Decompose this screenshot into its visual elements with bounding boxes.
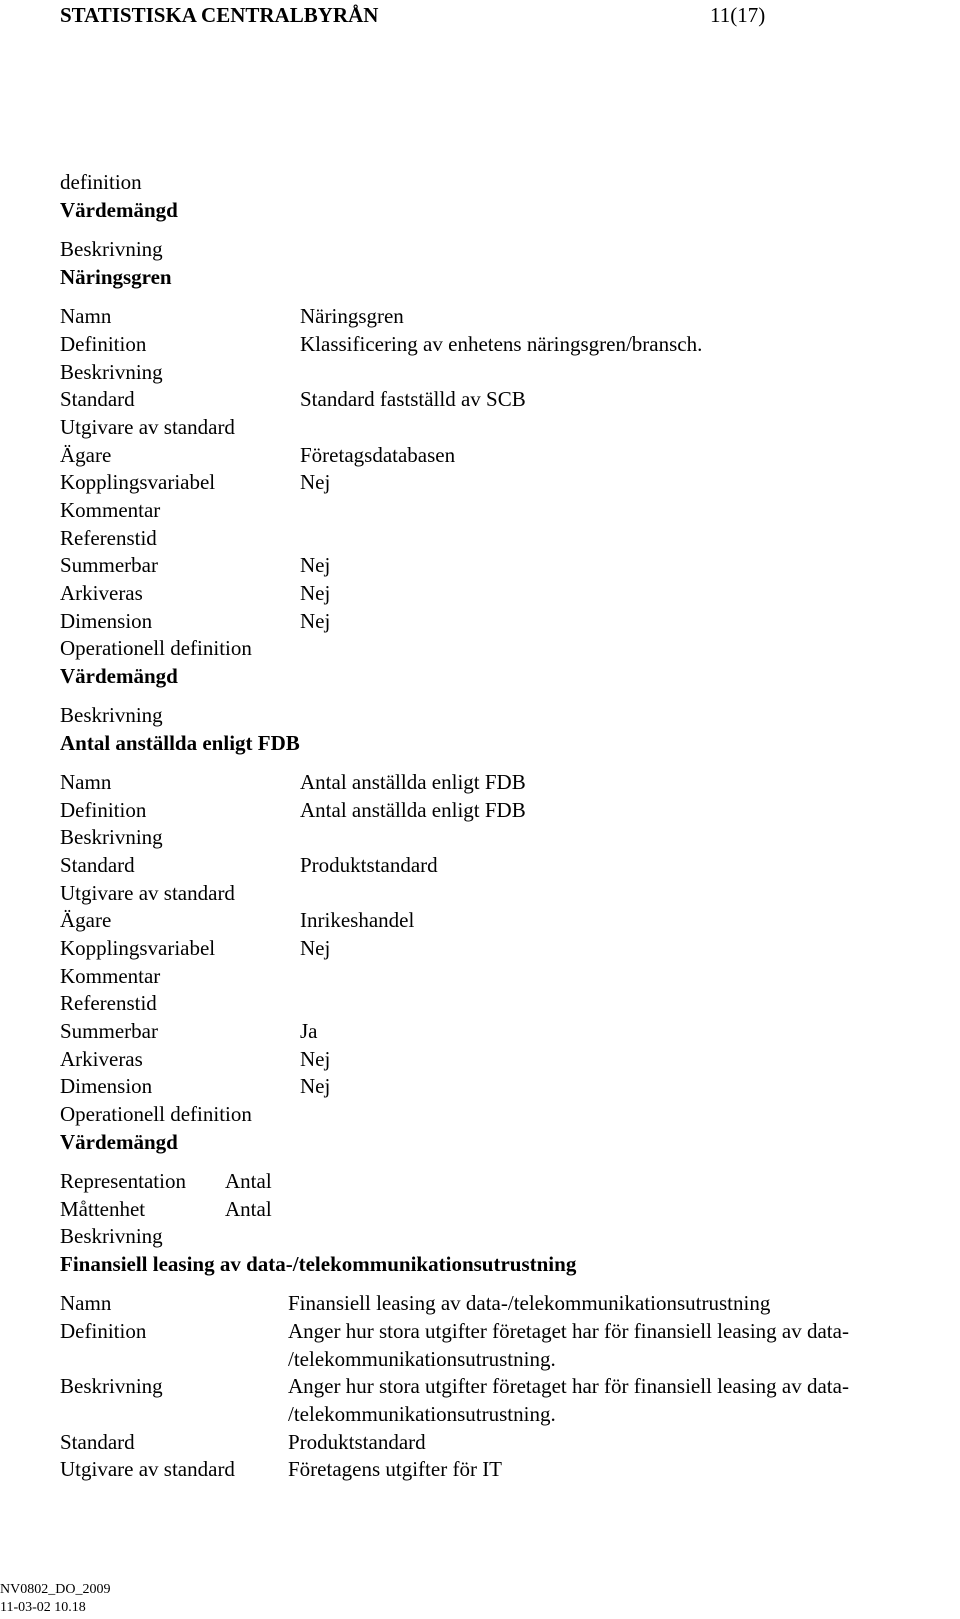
- footer-date: 11-03-02 10.18: [0, 1600, 86, 1615]
- page-number: 11(17): [710, 3, 766, 27]
- label-utgivare: Utgivare av standard: [60, 415, 235, 439]
- label-dimension: Dimension: [60, 1074, 153, 1098]
- value-arkiveras: Nej: [300, 1047, 331, 1071]
- value-definition-line1: Anger hur stora utgifter företaget har för finansiell leasing av data-: [288, 1319, 849, 1343]
- value-utgivare: Företagens utgifter för IT: [288, 1457, 503, 1481]
- label-standard: Standard: [60, 387, 135, 411]
- label-summerbar: Summerbar: [60, 1019, 158, 1043]
- intro-beskrivning: Beskrivning: [60, 237, 163, 261]
- value-namn: Antal anställda enligt FDB: [300, 770, 526, 794]
- label-referenstid: Referenstid: [60, 526, 157, 550]
- label-beskrivning: Beskrivning: [60, 360, 163, 384]
- label-kommentar: Kommentar: [60, 498, 161, 522]
- value-definition-line2: /telekommunikationsutrustning.: [288, 1347, 556, 1371]
- label-utgivare: Utgivare av standard: [60, 1457, 235, 1481]
- label-definition: Definition: [60, 798, 147, 822]
- intro-definition: definition: [60, 170, 142, 194]
- label-agare: Ägare: [60, 443, 112, 467]
- label-beskrivning: Beskrivning: [60, 1374, 163, 1398]
- label-operationell-definition: Operationell definition: [60, 636, 252, 660]
- value-arkiveras: Nej: [300, 581, 331, 605]
- label-namn: Namn: [60, 304, 112, 328]
- label-kopplingsvariabel: Kopplingsvariabel: [60, 470, 216, 494]
- label-namn: Namn: [60, 1291, 112, 1315]
- value-summerbar: Nej: [300, 553, 331, 577]
- label-agare: Ägare: [60, 908, 112, 932]
- value-beskrivning-line2: /telekommunikationsutrustning.: [288, 1402, 556, 1426]
- label-arkiveras: Arkiveras: [60, 1047, 143, 1071]
- value-representation: Antal: [225, 1169, 272, 1193]
- value-kopplingsvariabel: Nej: [300, 936, 331, 960]
- label-arkiveras: Arkiveras: [60, 581, 143, 605]
- section-title-naringsgren: Näringsgren: [60, 265, 172, 289]
- value-definition: Klassificering av enhetens näringsgren/bransch.: [300, 332, 703, 356]
- label-summerbar: Summerbar: [60, 553, 158, 577]
- value-beskrivning-line1: Anger hur stora utgifter företaget har för finansiell leasing av data-: [288, 1374, 849, 1398]
- label-kommentar: Kommentar: [60, 964, 161, 988]
- label-dimension: Dimension: [60, 609, 153, 633]
- label-representation: Representation: [60, 1169, 186, 1193]
- value-mattenhet: Antal: [225, 1197, 272, 1221]
- label-kopplingsvariabel: Kopplingsvariabel: [60, 936, 216, 960]
- label-definition: Definition: [60, 332, 147, 356]
- value-dimension: Nej: [300, 609, 331, 633]
- label-beskrivning: Beskrivning: [60, 825, 163, 849]
- label-referenstid: Referenstid: [60, 991, 157, 1015]
- label-definition: Definition: [60, 1319, 147, 1343]
- label-standard: Standard: [60, 1430, 135, 1454]
- heading-vardemangd: Värdemängd: [60, 664, 178, 688]
- label-operationell-definition: Operationell definition: [60, 1102, 252, 1126]
- value-standard: Standard fastställd av SCB: [300, 387, 526, 411]
- label-beskrivning-vardemangd: Beskrivning: [60, 703, 163, 727]
- document-header-title: STATISTISKA CENTRALBYRÅN: [60, 3, 379, 27]
- value-summerbar: Ja: [300, 1019, 318, 1043]
- value-namn: Näringsgren: [300, 304, 404, 328]
- label-namn: Namn: [60, 770, 112, 794]
- section-title-antal-anstallda: Antal anställda enligt FDB: [60, 731, 300, 755]
- value-kopplingsvariabel: Nej: [300, 470, 331, 494]
- value-standard: Produktstandard: [300, 853, 438, 877]
- value-agare: Inrikeshandel: [300, 908, 415, 932]
- footer-doc-id: NV0802_DO_2009: [0, 1582, 111, 1597]
- value-namn: Finansiell leasing av data-/telekommunikationsutrustning: [288, 1291, 771, 1315]
- label-standard: Standard: [60, 853, 135, 877]
- intro-vardemangd-heading: Värdemängd: [60, 198, 178, 222]
- heading-vardemangd: Värdemängd: [60, 1130, 178, 1154]
- label-mattenhet: Måttenhet: [60, 1197, 146, 1221]
- value-agare: Företagsdatabasen: [300, 443, 456, 467]
- label-beskrivning-vardemangd: Beskrivning: [60, 1224, 163, 1248]
- label-utgivare: Utgivare av standard: [60, 881, 235, 905]
- section-title-finansiell-leasing: Finansiell leasing av data-/telekommunikationsutrustning: [60, 1252, 577, 1276]
- value-standard: Produktstandard: [288, 1430, 426, 1454]
- value-dimension: Nej: [300, 1074, 331, 1098]
- value-definition: Antal anställda enligt FDB: [300, 798, 526, 822]
